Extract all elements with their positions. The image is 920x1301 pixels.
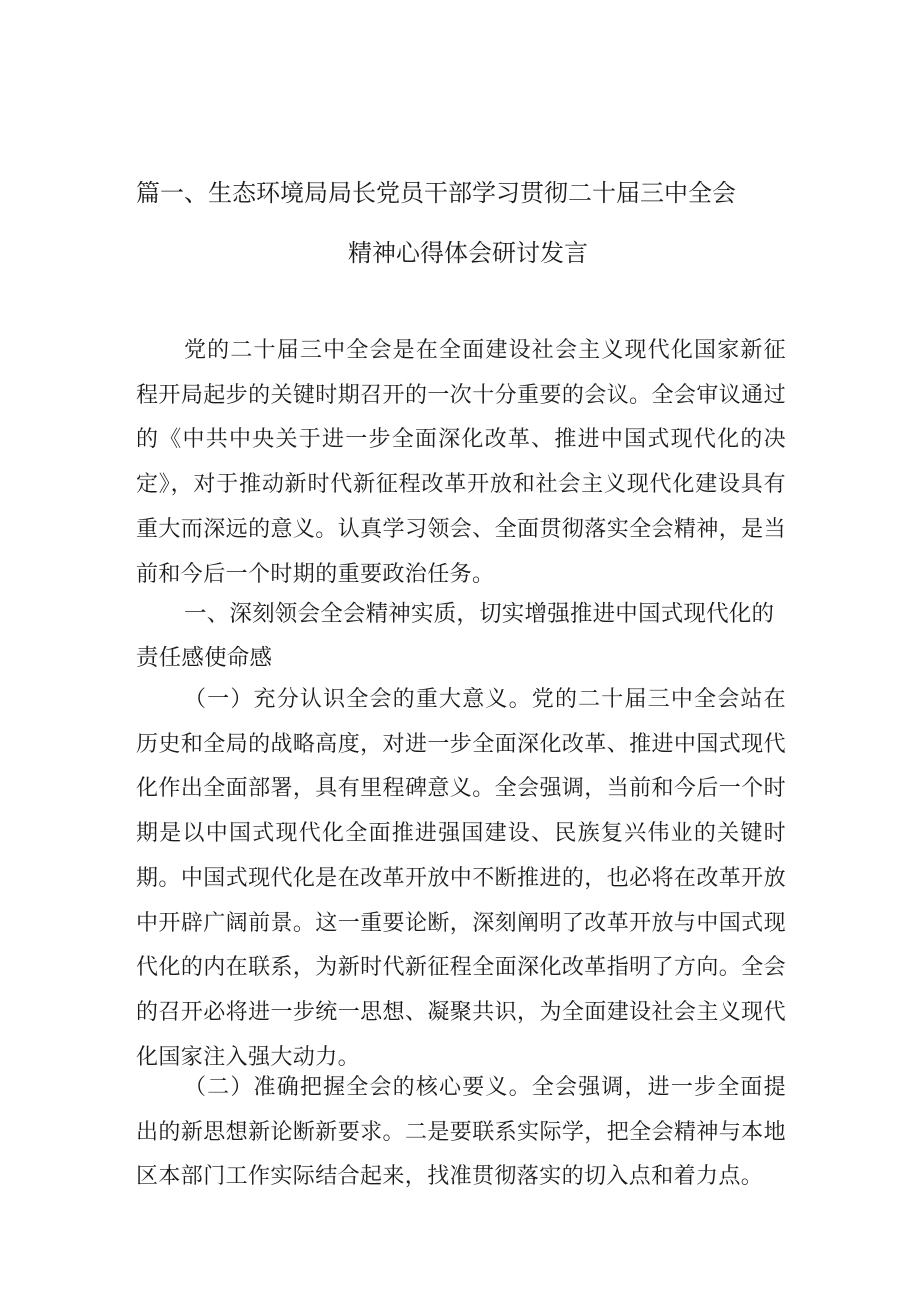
document-title-line-1: 篇一、生态环境局局长党员干部学习贯彻二十届三中全会: [136, 179, 736, 207]
paragraph-significance: （一）充分认识全会的重大意义。党的二十届三中全会站在历史和全局的战略高度，对进一步全面深化改革、推进中国式现代化作出全面部署，具有里程碑意义。全会强调，当前和今后一个时期是以中国式现代化全面推进强国建设、民族复兴伟业的关键时期。中国式现代化是在改革开放中不断推进的，也必将在改革开放中开辟广阔前景。这一重要论断，深刻阐明了改革开放与中国式现代化的内在联系，为新时代新征程全面深化改革指明了方向。全会的召开必将进一步统一思想、凝聚共识，为全面建设社会主义现代化国家注入强大动力。: [136, 687, 786, 1070]
section-heading-1: 一、深刻领会全会精神实质，切实增强推进中国式现代化的责任感使命感: [136, 601, 775, 671]
paragraph-core-essence: （二）准确把握全会的核心要义。全会强调，进一步全面提出的新思想新论断新要求。二是要联系实际学，把全会精神与本地区本部门工作实际结合起来，找准贯彻落实的切入点和着力点。: [136, 1075, 786, 1190]
document-title-line-2: 精神心得体会研讨发言: [348, 239, 588, 267]
paragraph-intro: 党的二十届三中全会是在全面建设社会主义现代化国家新征程开局起步的关键时期召开的一次十分重要的会议。全会审议通过的《中共中央关于进一步全面深化改革、推进中国式现代化的决定》，对于推动新时代新征程改革开放和社会主义现代化建设具有重大而深远的意义。认真学习领会、全面贯彻落实全会精神，是当前和今后一个时期的重要政治任务。: [136, 338, 786, 587]
